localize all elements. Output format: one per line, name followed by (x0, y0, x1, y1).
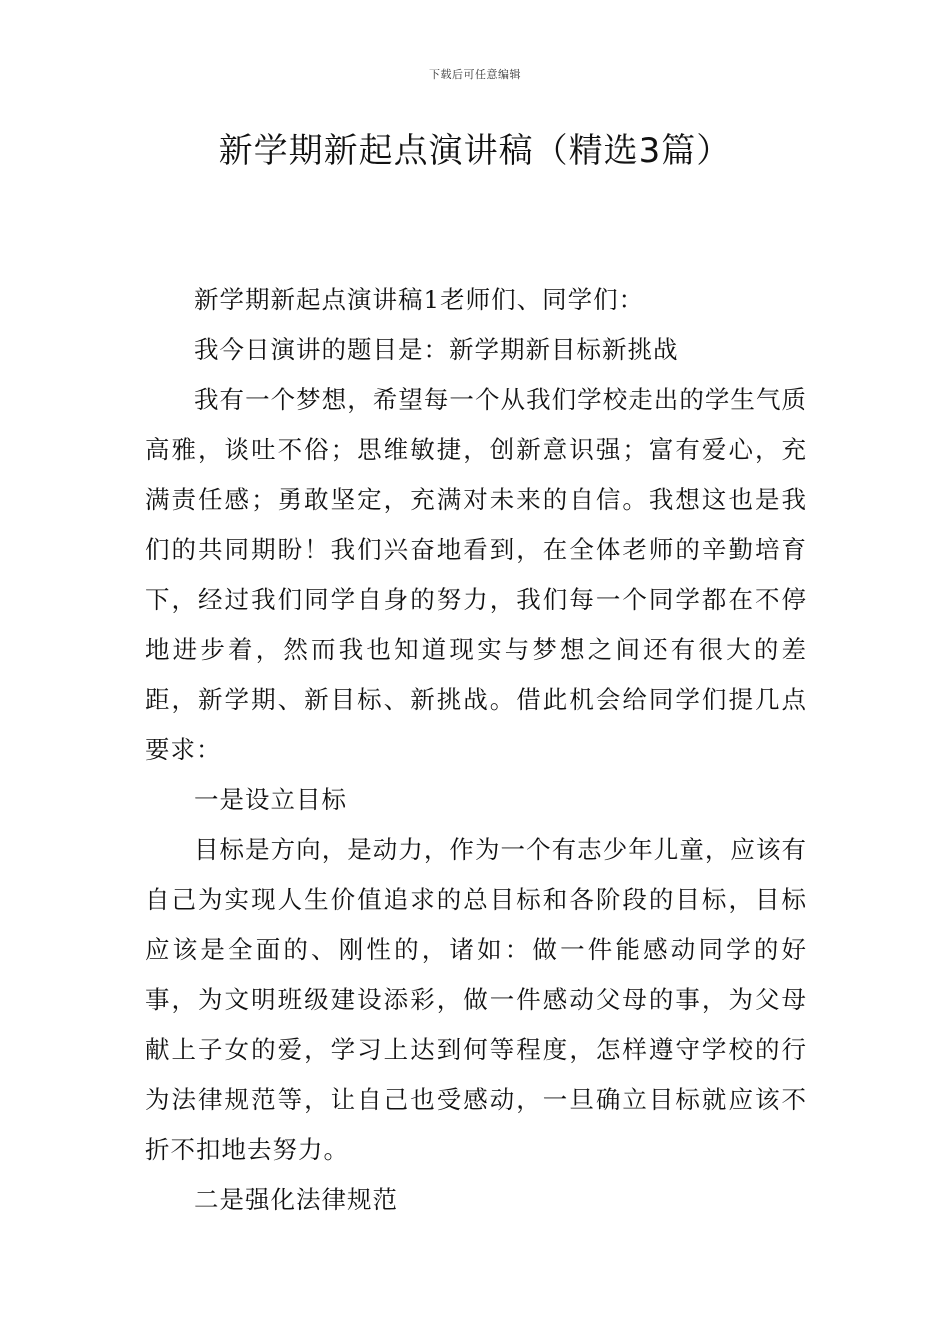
paragraph-2: 我今日演讲的题目是：新学期新目标新挑战 (194, 335, 679, 364)
header-note: 下载后可任意编辑 (429, 68, 521, 81)
paragraph-1: 新学期新起点演讲稿1老师们、同学们： (194, 285, 645, 314)
paragraph-6: 二是强化法律规范 (194, 1185, 398, 1214)
paragraph-4: 一是设立目标 (194, 785, 347, 814)
document-title: 新学期新起点演讲稿（精选3篇） (218, 131, 732, 171)
document-body (145, 275, 807, 1225)
paragraph-5: 目标是方向，是动力，作为一个有志少年儿童，应该有自己为实现人生价值追求的总目标和各阶段的目标，目标应该是全面的、刚性的，诸如：做一件能感动同学的好事，为文明班级建设添彩，做一件感动父母的事，为父母献上子女的爱，学习上达到何等程度，怎样遵守学校的行为法律规范等，让自己也受感动，一旦确立目标就应该不折不扣地去努力。 (145, 835, 807, 1164)
paragraph-3: 我有一个梦想，希望每一个从我们学校走出的学生气质高雅，谈吐不俗；思维敏捷，创新意识强；富有爱心，充满责任感；勇敢坚定，充满对未来的自信。我想这也是我们的共同期盼！我们兴奋地看到，在全体老师的辛勤培育下，经过我们同学自身的努力，我们每一个同学都在不停地进步着，然而我也知道现实与梦想之间还有很大的差距，新学期、新目标、新挑战。借此机会给同学们提几点要求： (145, 385, 807, 764)
